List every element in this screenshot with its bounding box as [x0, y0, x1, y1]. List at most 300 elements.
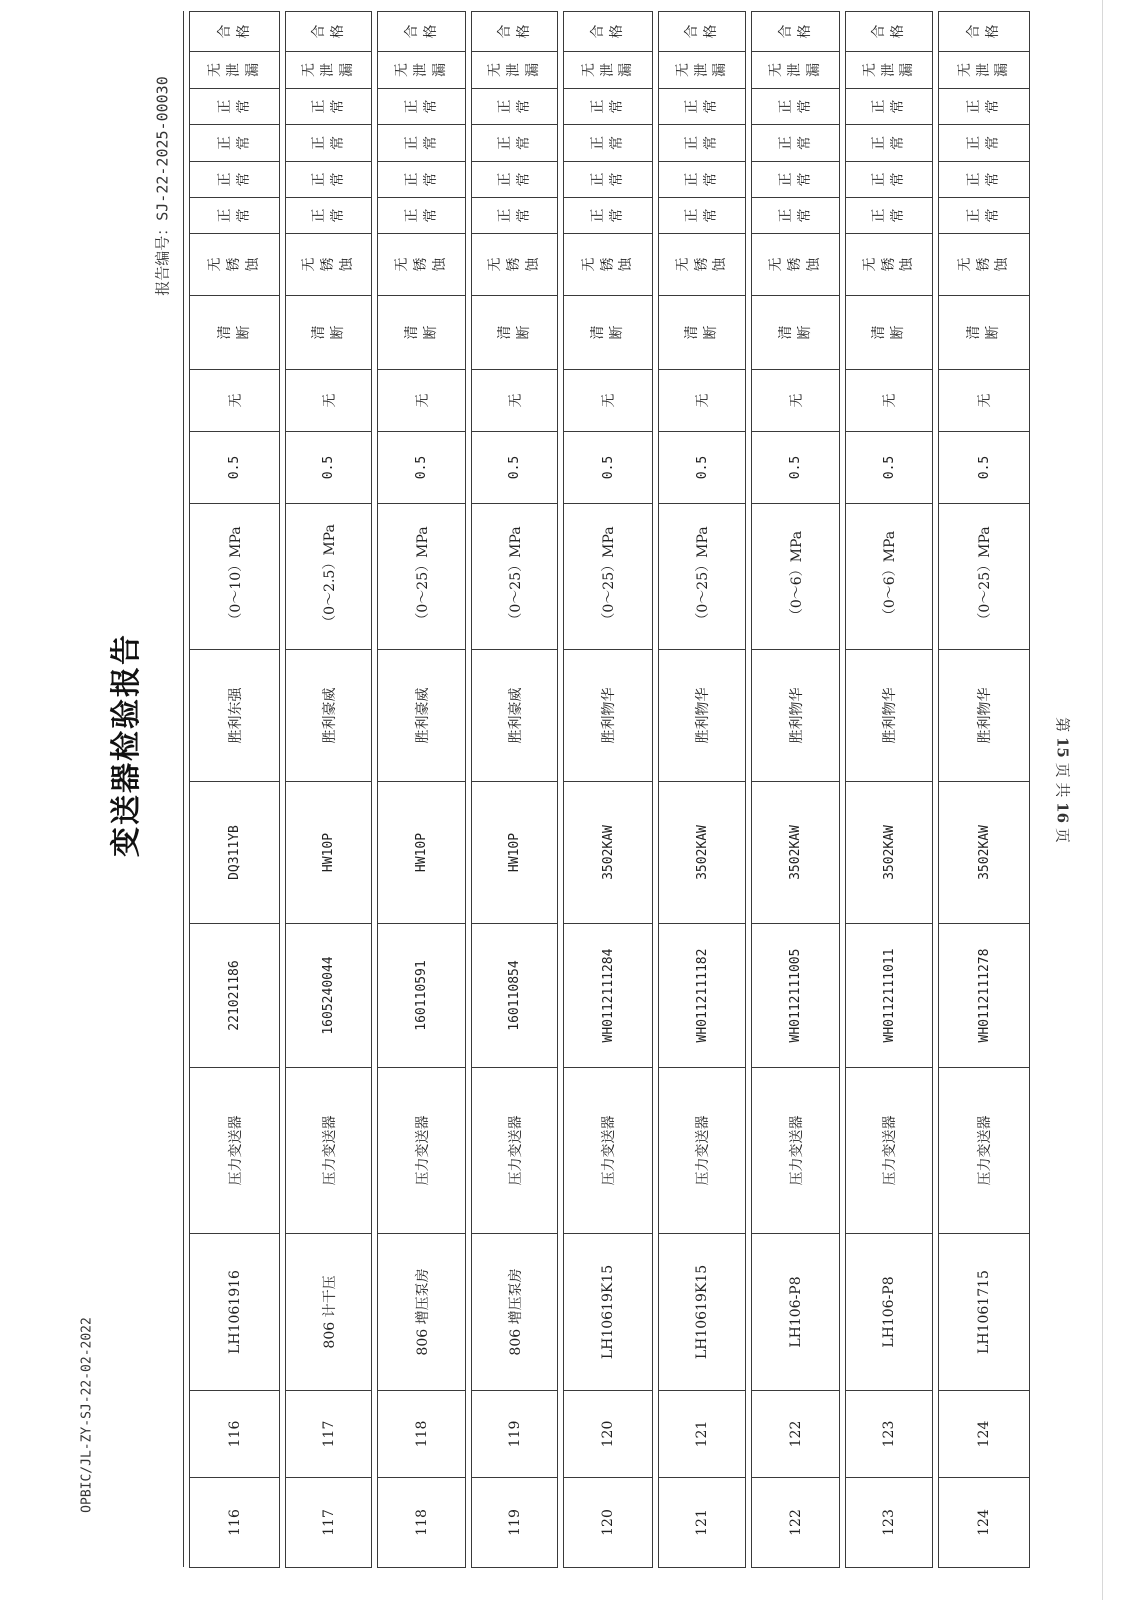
check-2-text — [777, 173, 815, 187]
stacked-char: 锈 — [320, 257, 337, 272]
report-title: 变送器检验报告 — [109, 633, 144, 857]
serial-number-cell: 221021186 — [190, 924, 280, 1068]
stacked-char: 正 — [777, 136, 794, 150]
check-4-text — [496, 100, 534, 114]
check-4-cell — [472, 89, 558, 125]
stacked-char: 无 — [487, 257, 504, 272]
check-4-cell — [939, 89, 1030, 125]
stacked-char: 正 — [216, 136, 233, 150]
leakage-cell — [472, 52, 558, 89]
marking-clarity-text — [965, 326, 1003, 340]
accuracy-class-cell: 0.5 — [752, 432, 840, 504]
conclusion-text — [589, 25, 627, 39]
stacked-char: 无 — [861, 63, 878, 77]
stacked-char: 常 — [235, 136, 252, 150]
conclusion-cell — [659, 12, 746, 52]
stacked-char: 正 — [403, 172, 420, 187]
stacked-char: 清 — [310, 325, 327, 340]
device-number-cell: 123 — [846, 1391, 933, 1478]
stacked-char: 格 — [329, 24, 346, 39]
stacked-char: 清 — [403, 325, 420, 340]
damage-cell: 无 — [286, 370, 372, 432]
check-3-text — [496, 136, 534, 150]
model-cell: DQ311YB — [190, 782, 280, 924]
check-4-text — [777, 100, 815, 114]
check-3-cell — [472, 125, 558, 162]
corrosion-text — [393, 258, 450, 272]
corrosion-cell — [939, 234, 1030, 296]
sequence-number-cell: 120 — [564, 1478, 653, 1568]
accuracy-class-cell: 0.5 — [190, 432, 280, 504]
stacked-char: 清 — [966, 325, 983, 340]
marking-clarity-text — [403, 326, 441, 340]
manufacturer-cell: 胜利物华 — [564, 650, 653, 782]
marking-clarity-cell — [939, 296, 1030, 370]
conclusion-cell — [190, 12, 280, 52]
stacked-char: 无 — [674, 257, 691, 272]
check-4-text — [683, 100, 721, 114]
marking-clarity-text — [589, 326, 627, 340]
stacked-char: 泄 — [320, 63, 337, 77]
stacked-char: 正 — [684, 136, 701, 150]
check-1-text — [683, 209, 721, 223]
check-3-cell — [286, 125, 372, 162]
stacked-char: 常 — [890, 172, 906, 187]
conclusion-text — [216, 25, 254, 39]
sequence-number-cell: 118 — [378, 1478, 466, 1568]
damage-cell: 无 — [659, 370, 746, 432]
stacked-char: 常 — [515, 136, 532, 150]
stacked-char: 常 — [796, 208, 813, 223]
installation-location-cell: 806 增压泵房 — [378, 1234, 466, 1391]
stacked-char: 正 — [966, 136, 983, 150]
stacked-char: 常 — [235, 99, 252, 114]
serial-number-cell: 1605240044 — [286, 924, 372, 1068]
stacked-char: 无 — [207, 63, 224, 77]
measuring-range-cell: （0～10）MPa — [190, 504, 280, 650]
device-name-cell: 压力变送器 — [286, 1068, 372, 1234]
model-cell: HW10P — [286, 782, 372, 924]
stacked-char: 常 — [422, 208, 439, 223]
stacked-char: 常 — [422, 136, 439, 150]
check-1-text — [310, 209, 348, 223]
check-1-cell — [378, 198, 466, 234]
device-number-cell: 121 — [659, 1391, 746, 1478]
stacked-char: 正 — [403, 136, 420, 150]
check-2-cell — [472, 162, 558, 198]
stacked-char: 断 — [703, 325, 719, 340]
stacked-char: 常 — [890, 99, 906, 114]
stacked-char: 泄 — [975, 63, 992, 77]
stacked-char: 常 — [703, 208, 719, 223]
stacked-char: 锈 — [975, 257, 992, 272]
corrosion-cell — [190, 234, 280, 296]
installation-location-cell: LH10619K15 — [564, 1234, 653, 1391]
stacked-char: 常 — [985, 208, 1001, 223]
stacked-char: 无 — [301, 257, 318, 272]
accuracy-class-cell: 0.5 — [939, 432, 1030, 504]
marking-clarity-text — [310, 326, 348, 340]
marking-clarity-cell — [752, 296, 840, 370]
serial-number-cell: WH0112111182 — [659, 924, 746, 1068]
footer-middle: 页 共 — [1053, 762, 1072, 798]
leakage-cell — [564, 52, 653, 89]
stacked-char: 正 — [496, 172, 513, 187]
corrosion-cell — [752, 234, 840, 296]
stacked-char: 断 — [890, 325, 906, 340]
stacked-char: 蚀 — [618, 257, 635, 272]
corrosion-text — [486, 258, 543, 272]
device-name-cell: 压力变送器 — [564, 1068, 653, 1234]
measuring-range-cell: （0～6）MPa — [752, 504, 840, 650]
manufacturer-cell: 胜利物华 — [846, 650, 933, 782]
table-row — [286, 12, 372, 1568]
stacked-char: 蚀 — [712, 257, 729, 272]
measuring-range-cell: （0～2.5）MPa — [286, 504, 372, 650]
marking-clarity-cell — [190, 296, 280, 370]
stacked-char: 正 — [777, 172, 794, 187]
manufacturer-cell: 胜利物华 — [659, 650, 746, 782]
stacked-char: 无 — [301, 63, 318, 77]
stacked-char: 无 — [580, 257, 597, 272]
check-2-cell — [846, 162, 933, 198]
installation-location-cell: LH1061715 — [939, 1234, 1030, 1391]
model-cell: 3502KAW — [752, 782, 840, 924]
conclusion-text — [403, 25, 441, 39]
leakage-cell — [846, 52, 933, 89]
stacked-char: 泄 — [506, 63, 523, 77]
measuring-range-cell: （0～25）MPa — [472, 504, 558, 650]
installation-location-cell: 806 计干压 — [286, 1234, 372, 1391]
device-number-cell: 116 — [190, 1391, 280, 1478]
measuring-range-cell: （0～6）MPa — [846, 504, 933, 650]
stacked-char: 泄 — [413, 63, 430, 77]
check-3-text — [310, 136, 348, 150]
check-4-cell — [564, 89, 653, 125]
device-name-cell: 压力变送器 — [752, 1068, 840, 1234]
stacked-char: 正 — [403, 208, 420, 223]
stacked-char: 正 — [310, 136, 327, 150]
leakage-text — [956, 63, 1013, 77]
table-row — [659, 12, 746, 1568]
stacked-char: 蚀 — [994, 257, 1011, 272]
check-2-text — [589, 173, 627, 187]
conclusion-cell — [939, 12, 1030, 52]
sequence-number-cell: 121 — [659, 1478, 746, 1568]
stacked-char: 正 — [684, 99, 701, 114]
check-4-cell — [846, 89, 933, 125]
stacked-char: 正 — [310, 172, 327, 187]
stacked-char: 正 — [216, 208, 233, 223]
damage-cell: 无 — [472, 370, 558, 432]
stacked-char: 清 — [590, 325, 607, 340]
stacked-char: 正 — [684, 208, 701, 223]
stacked-char: 蚀 — [524, 257, 541, 272]
stacked-char: 锈 — [599, 257, 616, 272]
damage-cell: 无 — [846, 370, 933, 432]
corrosion-cell — [659, 234, 746, 296]
check-4-text — [310, 100, 348, 114]
table-row — [378, 12, 466, 1568]
manufacturer-cell: 胜利物华 — [939, 650, 1030, 782]
leakage-cell — [752, 52, 840, 89]
marking-clarity-cell — [286, 296, 372, 370]
stacked-char: 常 — [609, 208, 625, 223]
installation-location-cell: LH106-P8 — [846, 1234, 933, 1391]
marking-clarity-cell — [659, 296, 746, 370]
marking-clarity-text — [683, 326, 721, 340]
stacked-char: 锈 — [693, 257, 710, 272]
stacked-char: 正 — [966, 172, 983, 187]
stacked-char: 漏 — [338, 63, 355, 77]
marking-clarity-cell — [378, 296, 466, 370]
stacked-char: 蚀 — [431, 257, 448, 272]
footer-total-pages: 16 — [1053, 802, 1072, 824]
stacked-char: 清 — [216, 325, 233, 340]
stacked-char: 漏 — [618, 63, 635, 77]
serial-number-cell: WH0112111005 — [752, 924, 840, 1068]
stacked-char: 无 — [207, 257, 224, 272]
corrosion-cell — [472, 234, 558, 296]
check-3-text — [683, 136, 721, 150]
stacked-char: 漏 — [994, 63, 1011, 77]
check-2-text — [965, 173, 1003, 187]
stacked-char: 常 — [703, 172, 719, 187]
stacked-char: 常 — [329, 99, 346, 114]
stacked-char: 格 — [985, 24, 1001, 39]
conclusion-cell — [378, 12, 466, 52]
stacked-char: 断 — [985, 325, 1001, 340]
serial-number-cell: WH0112111284 — [564, 924, 653, 1068]
installation-location-cell: 806 增压泵房 — [472, 1234, 558, 1391]
stacked-char: 格 — [890, 24, 906, 39]
check-3-cell — [846, 125, 933, 162]
stacked-char: 正 — [496, 99, 513, 114]
check-2-cell — [564, 162, 653, 198]
check-1-cell — [846, 198, 933, 234]
conclusion-text — [683, 25, 721, 39]
model-cell: 3502KAW — [659, 782, 746, 924]
stacked-char: 正 — [684, 172, 701, 187]
page-number-footer — [1053, 717, 1074, 843]
check-4-cell — [286, 89, 372, 125]
stacked-char: 清 — [777, 325, 794, 340]
marking-clarity-cell — [846, 296, 933, 370]
serial-number-cell: WH0112111278 — [939, 924, 1030, 1068]
corrosion-cell — [286, 234, 372, 296]
stacked-char: 常 — [985, 136, 1001, 150]
check-2-text — [496, 173, 534, 187]
device-number-cell: 118 — [378, 1391, 466, 1478]
check-4-text — [965, 100, 1003, 114]
check-1-cell — [190, 198, 280, 234]
check-2-cell — [190, 162, 280, 198]
sequence-number-cell: 124 — [939, 1478, 1030, 1568]
sequence-number-cell: 123 — [846, 1478, 933, 1568]
device-number-cell: 119 — [472, 1391, 558, 1478]
stacked-char: 正 — [966, 99, 983, 114]
check-1-text — [496, 209, 534, 223]
marking-clarity-text — [216, 326, 254, 340]
stacked-char: 无 — [768, 257, 785, 272]
stacked-char: 无 — [580, 63, 597, 77]
stacked-char: 断 — [515, 325, 532, 340]
stacked-char: 合 — [590, 24, 607, 39]
sequence-number-cell: 122 — [752, 1478, 840, 1568]
check-2-text — [683, 173, 721, 187]
stacked-char: 泄 — [226, 63, 243, 77]
corrosion-cell — [846, 234, 933, 296]
stacked-char: 泄 — [693, 63, 710, 77]
stacked-char: 合 — [310, 24, 327, 39]
serial-number-cell: 160110591 — [378, 924, 466, 1068]
stacked-char: 正 — [590, 172, 607, 187]
stacked-char: 常 — [422, 172, 439, 187]
stacked-char: 合 — [216, 24, 233, 39]
conclusion-text — [496, 25, 534, 39]
page-edge-line — [1102, 0, 1103, 1600]
stacked-char: 正 — [496, 136, 513, 150]
conclusion-cell — [564, 12, 653, 52]
stacked-char: 常 — [329, 172, 346, 187]
check-3-text — [589, 136, 627, 150]
stacked-char: 正 — [590, 136, 607, 150]
check-1-cell — [659, 198, 746, 234]
stacked-char: 格 — [235, 24, 252, 39]
check-4-cell — [190, 89, 280, 125]
check-2-text — [403, 173, 441, 187]
damage-cell: 无 — [190, 370, 280, 432]
stacked-char: 锈 — [506, 257, 523, 272]
stacked-char: 正 — [216, 172, 233, 187]
stacked-char: 泄 — [599, 63, 616, 77]
model-cell: HW10P — [472, 782, 558, 924]
inspection-table — [183, 11, 1030, 1568]
inspection-table-area — [183, 24, 1011, 1568]
stacked-char: 正 — [310, 208, 327, 223]
sequence-number-cell: 116 — [190, 1478, 280, 1568]
table-row — [752, 12, 840, 1568]
stacked-char: 无 — [674, 63, 691, 77]
stacked-char: 合 — [684, 24, 701, 39]
damage-cell: 无 — [564, 370, 653, 432]
stacked-char: 常 — [515, 208, 532, 223]
stacked-char: 漏 — [244, 63, 261, 77]
check-4-text — [403, 100, 441, 114]
stacked-char: 锈 — [880, 257, 897, 272]
stacked-char: 清 — [684, 325, 701, 340]
marking-clarity-text — [496, 326, 534, 340]
accuracy-class-cell: 0.5 — [659, 432, 746, 504]
stacked-char: 漏 — [899, 63, 916, 77]
marking-clarity-text — [870, 326, 908, 340]
stacked-char: 格 — [703, 24, 719, 39]
table-body — [184, 12, 1030, 1568]
stacked-char: 常 — [515, 172, 532, 187]
device-number-cell: 124 — [939, 1391, 1030, 1478]
stacked-char: 常 — [515, 99, 532, 114]
conclusion-text — [870, 25, 908, 39]
leakage-cell — [286, 52, 372, 89]
damage-cell: 无 — [939, 370, 1030, 432]
conclusion-text — [777, 25, 815, 39]
sequence-number-cell: 119 — [472, 1478, 558, 1568]
stacked-char: 常 — [796, 172, 813, 187]
stacked-char: 锈 — [787, 257, 804, 272]
manufacturer-cell: 胜利东强 — [190, 650, 280, 782]
sequence-number-cell: 117 — [286, 1478, 372, 1568]
stacked-char: 漏 — [805, 63, 822, 77]
device-number-cell: 120 — [564, 1391, 653, 1478]
stacked-char: 正 — [871, 99, 888, 114]
stacked-char: 常 — [985, 172, 1001, 187]
leakage-cell — [190, 52, 280, 89]
check-3-cell — [939, 125, 1030, 162]
corrosion-text — [861, 258, 918, 272]
stacked-char: 泄 — [880, 63, 897, 77]
stacked-char: 清 — [496, 325, 513, 340]
check-2-cell — [752, 162, 840, 198]
check-3-cell — [378, 125, 466, 162]
stacked-char: 断 — [235, 325, 252, 340]
model-cell: 3502KAW — [939, 782, 1030, 924]
marking-clarity-cell — [472, 296, 558, 370]
leakage-text — [300, 63, 357, 77]
leakage-text — [580, 63, 637, 77]
check-3-text — [403, 136, 441, 150]
manufacturer-cell: 胜利豪威 — [472, 650, 558, 782]
stacked-char: 锈 — [226, 257, 243, 272]
installation-location-cell: LH10619K15 — [659, 1234, 746, 1391]
installation-location-cell: LH106-P8 — [752, 1234, 840, 1391]
stacked-char: 常 — [609, 99, 625, 114]
conclusion-cell — [286, 12, 372, 52]
leakage-text — [486, 63, 543, 77]
stacked-char: 合 — [403, 24, 420, 39]
stacked-char: 正 — [310, 99, 327, 114]
check-1-cell — [286, 198, 372, 234]
stacked-char: 常 — [235, 208, 252, 223]
stacked-char: 断 — [329, 325, 346, 340]
device-name-cell: 压力变送器 — [939, 1068, 1030, 1234]
check-4-cell — [378, 89, 466, 125]
check-3-text — [777, 136, 815, 150]
conclusion-text — [310, 25, 348, 39]
stacked-char: 格 — [609, 24, 625, 39]
stacked-char: 常 — [329, 136, 346, 150]
stacked-char: 漏 — [431, 63, 448, 77]
measuring-range-cell: （0～25）MPa — [659, 504, 746, 650]
stacked-char: 合 — [496, 24, 513, 39]
check-1-text — [870, 209, 908, 223]
check-3-cell — [659, 125, 746, 162]
leakage-cell — [659, 52, 746, 89]
stacked-char: 合 — [871, 24, 888, 39]
check-1-text — [777, 209, 815, 223]
corrosion-cell — [378, 234, 466, 296]
check-2-cell — [659, 162, 746, 198]
stacked-char: 常 — [329, 208, 346, 223]
check-3-text — [965, 136, 1003, 150]
serial-number-cell: WH0112111011 — [846, 924, 933, 1068]
stacked-char: 正 — [403, 99, 420, 114]
model-cell: 3502KAW — [846, 782, 933, 924]
accuracy-class-cell: 0.5 — [846, 432, 933, 504]
leakage-text — [674, 63, 731, 77]
document-code: OPBIC/JL-ZY-SJ-22-02-2022 — [79, 1317, 95, 1513]
stacked-char: 漏 — [712, 63, 729, 77]
leakage-text — [393, 63, 450, 77]
